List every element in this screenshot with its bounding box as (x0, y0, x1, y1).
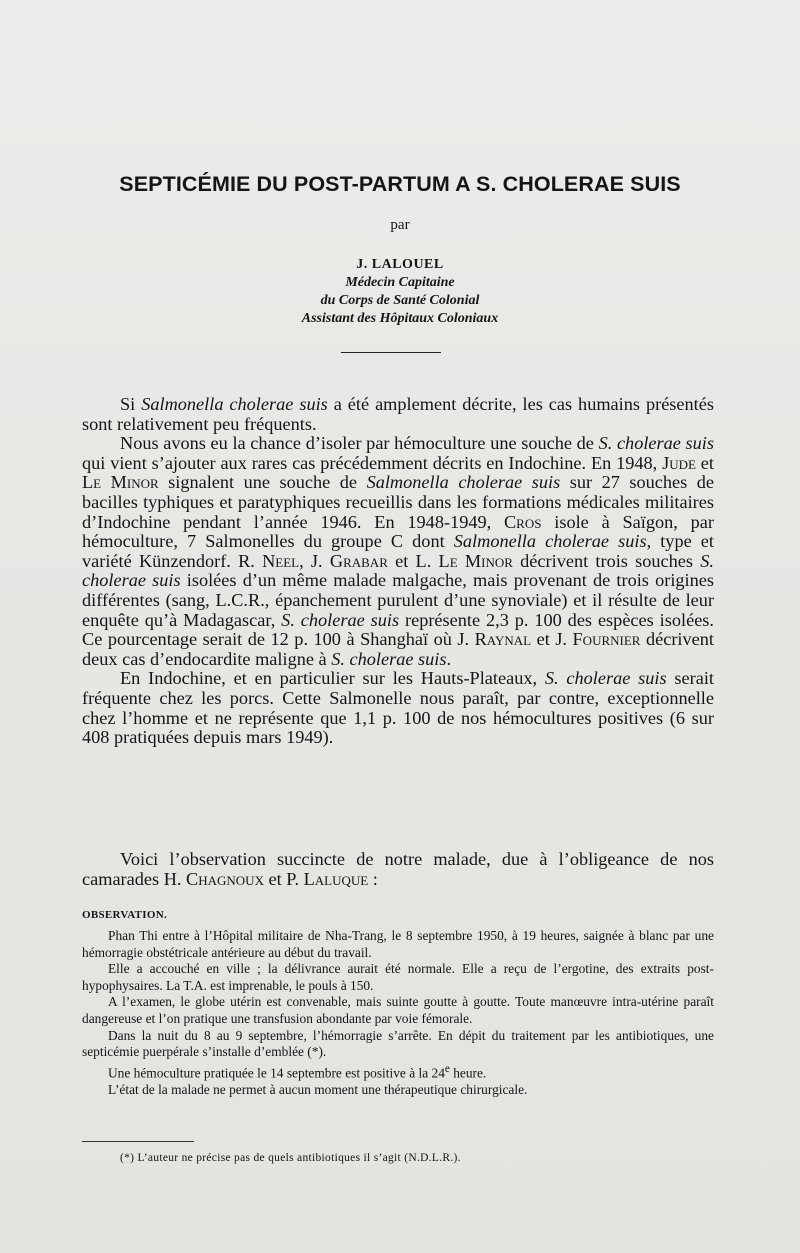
byline: par (390, 217, 410, 233)
author-citation: Jude (662, 452, 696, 473)
italic-run: Salmonella cholerae suis (453, 531, 647, 552)
footnote: (*) L’auteur ne précise pas de quels antibiotiques il s’agit (N.D.L.R.). (120, 1152, 461, 1164)
author-citation: Cros (503, 511, 542, 532)
paragraph-indochina: En Indochine, et en particulier sur les Hauts-Plateaux, S. cholerae suis serait fréquente chez les porcs. Cette Salmonelle nous paraît, par contre, exceptionnelle chez l’homme et ne représente que 1,1 p. 100 de nos hémocultures positives (6 sur 408 pratiquées depuis mars 1949). (82, 668, 714, 748)
italic-run: S. cholerae suis (82, 550, 714, 591)
affiliation-line: du Corps de Santé Colonial (320, 293, 480, 308)
superscript: e (444, 1062, 450, 1075)
observation-text (82, 928, 714, 1098)
intro-body (82, 395, 714, 748)
author-citation: Laluque (303, 868, 369, 889)
italic-run: S. cholerae suis (281, 609, 400, 630)
article-title: SEPTICÉMIE DU POST-PARTUM A S. CHOLERAE SUIS (119, 172, 681, 196)
author-citation: Raynal (474, 629, 532, 650)
title-divider (341, 352, 441, 353)
italic-run: Salmonella cholerae suis (366, 472, 561, 493)
observation-label: OBSERVATION. (82, 909, 168, 921)
author-citation: Neel (262, 550, 300, 571)
affiliation-line: Assistant des Hôpitaux Coloniaux (301, 311, 499, 326)
observation-paragraph: Dans la nuit du 8 au 9 septembre, l’hémorragie s’arrête. En dépit du traitement par les antibiotiques, une septicémie puerpérale s’installe d’emblée (*). (82, 1027, 714, 1060)
observation-paragraph: L’état de la malade ne permet à aucun moment une thérapeutique chirurgicale. (108, 1081, 528, 1097)
author-citation: Grabar (329, 550, 388, 571)
observation-paragraph: Phan Thi entre à l’Hôpital militaire de Nha-Trang, le 8 septembre 1950, à 19 heures, saignée à blanc par une hémorragie obstétricale antérieure au début du travail. (82, 928, 714, 960)
author-name: J. LALOUEL (356, 257, 444, 272)
paragraph-intro: Si Salmonella cholerae suis a été amplement décrite, les cas humains présentés sont relativement peu fréquents. (82, 394, 714, 434)
italic-run: S. cholerae suis (544, 668, 667, 689)
observation-intro-body (82, 850, 714, 889)
italic-run: S. cholerae suis (598, 433, 714, 454)
italic-run: Salmonella cholerae suis (141, 394, 328, 414)
author-block (0, 256, 800, 328)
author-citation: Fournier (572, 629, 641, 650)
paragraph-history: Nous avons eu la chance d’isoler par hémoculture une souche de S. cholerae suis qui vient s’ajouter aux rares cas précédemment décrits en Indochine. En 1948, Jude et Le Minor signalent une souche de Salmonella cholerae suis sur 27 souches de bacilles typhiques et paratyphiques recueillis dans les formations médicales militaires d’Indochine pendant l’année 1946. En 1948-1949, Cros isole à Saïgon, par hémoculture, 7 Salmonelles du groupe C dont Salmonella cholerae suis, type et variété Künzendorf. R. Neel, J. Grabar et L. Le Minor décrivent trois souches S. cholerae suis isolées d’un même malade malgache, mais provenant de trois origines différentes (sang, L.C.R., épanchement purulent d’une synoviale) et il résulte de leur enquête qu’à Madagascar, S. cholerae suis représente 2,3 p. 100 des espèces isolées. Ce pourcentage serait de 12 p. 100 à Shanghaï où J. Raynal et J. Fournier décrivent deux cas d’endocardite maligne à S. cholerae suis. (82, 433, 715, 669)
observation-paragraph: Elle a accouché en ville ; la délivrance aurait été normale. Elle a reçu de l’ergotine, des extraits post-hypophysaires. La T.A. est imprenable, le pouls à 150. (82, 961, 714, 993)
observation-paragraph: A l’examen, le globe utérin est convenable, mais suinte goutte à goutte. Toute manœuvre intra-utérine paraît dangereuse et l’on pratique une transfusion abondante par voie fémorale. (82, 994, 714, 1026)
author-citation: Le Minor (438, 550, 513, 571)
paragraph-observation-intro: Voici l’observation succincte de notre malade, due à l’obligeance de nos camarades H. Chagnoux et P. Laluque : (82, 849, 714, 889)
italic-run: S. cholerae suis (331, 648, 447, 669)
footnote-divider (82, 1141, 194, 1142)
author-citation: Chagnoux (186, 868, 264, 889)
author-citation: Le Minor (82, 472, 159, 493)
observation-paragraph: Une hémoculture pratiquée le 14 septembre est positive à la 24e heure. (108, 1062, 487, 1081)
affiliation-line: Médecin Capitaine (345, 275, 455, 290)
